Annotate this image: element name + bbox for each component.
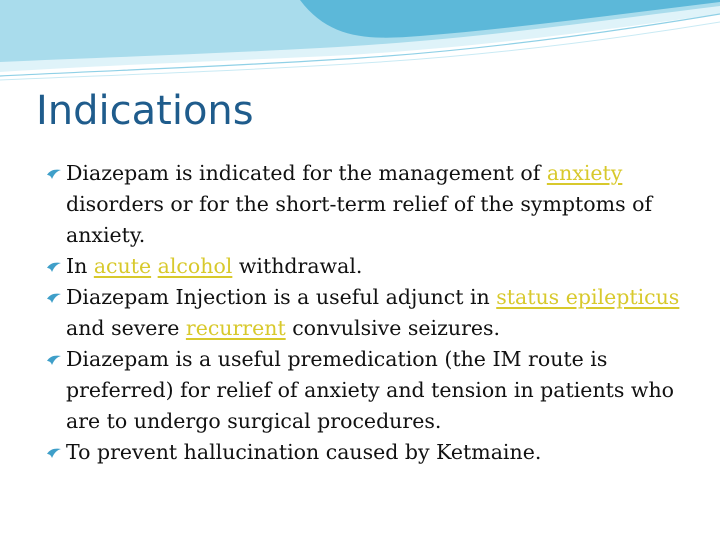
bullet-list: [44, 158, 694, 468]
bullet-icon: [44, 282, 64, 313]
bullet-icon: [44, 158, 64, 189]
hyperlink[interactable]: alcohol: [157, 254, 233, 278]
bullet-text: withdrawal.: [232, 254, 363, 278]
bullet-text: Diazepam is indicated for the management of: [66, 161, 547, 185]
bullet-icon: [44, 437, 64, 468]
hyperlink[interactable]: status epilepticus: [496, 285, 680, 309]
bullet-text: In: [66, 254, 94, 278]
hyperlink[interactable]: recurrent: [185, 316, 286, 340]
bullet-text: Diazepam Injection is a useful adjunct in: [66, 285, 497, 309]
bullet-item: [44, 251, 694, 282]
bullet-item: [44, 437, 694, 468]
bullet-item: [44, 158, 694, 251]
slide-title: Indications: [36, 88, 254, 134]
bullet-text: Diazepam is a useful premedication (the IM route is preferred) for relief of anxiety and tension in patients who are to undergo surgical procedures.: [66, 347, 675, 433]
bullet-icon: [44, 344, 64, 375]
bullet-item: [44, 282, 694, 344]
hyperlink[interactable]: anxiety: [546, 161, 623, 185]
bullet-text: convulsive seizures.: [285, 316, 501, 340]
bullet-item: [44, 344, 694, 437]
bullet-text: and severe: [66, 316, 186, 340]
bullet-text: disorders or for the short-term relief of the symptoms of anxiety.: [66, 192, 653, 247]
hyperlink[interactable]: acute: [93, 254, 152, 278]
bullet-icon: [44, 251, 64, 282]
header-wave-decoration: [0, 0, 720, 90]
bullet-text: To prevent hallucination caused by Ketmaine.: [66, 440, 542, 464]
